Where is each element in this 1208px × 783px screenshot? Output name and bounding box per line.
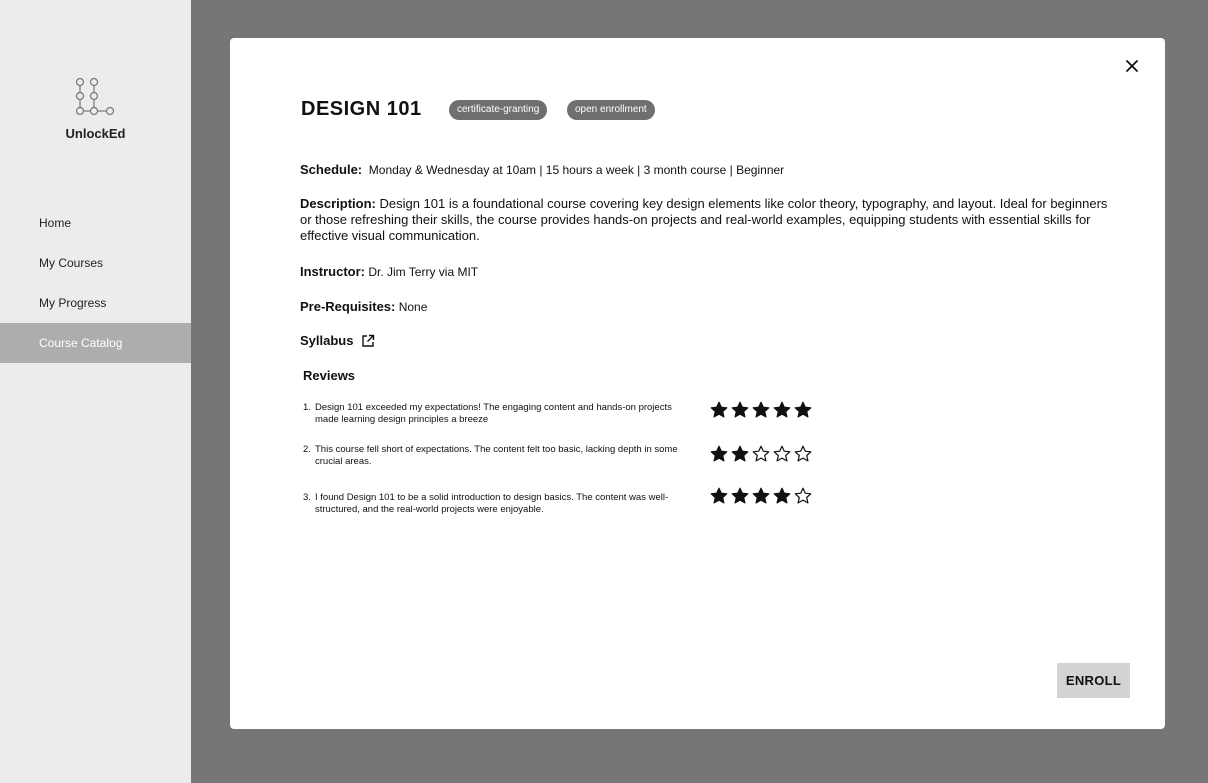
review-text: This course fell short of expectations. The content felt too basic, lacking depth in some crucial areas. [315,444,678,467]
star-filled-icon [773,487,791,505]
enroll-button[interactable]: ENROLL [1057,663,1130,698]
prerequisites-value: None [398,300,428,314]
review-number: 2. [303,444,311,455]
schedule-value: Monday & Wednesday at 10am | 15 hours a week | 3 month course | Beginner [368,163,785,177]
star-filled-icon [731,401,749,419]
star-filled-icon [752,487,770,505]
tag-open-enrollment: open enrollment [567,100,655,120]
star-filled-icon [773,401,791,419]
star-outline-icon [773,445,791,463]
description-label: Description: [300,196,376,211]
review-item [303,402,683,426]
review-number: 3. [303,492,311,503]
instructor-row [300,264,478,279]
review-rating [710,401,812,419]
tag-certificate-granting: certificate-granting [449,100,547,120]
review-item [303,444,683,468]
close-button[interactable] [1123,57,1141,75]
star-filled-icon [752,401,770,419]
sidebar-item-home[interactable]: Home [39,216,72,230]
star-filled-icon [710,445,728,463]
schedule-row [300,162,784,177]
instructor-label: Instructor: [300,264,365,279]
instructor-value: Dr. Jim Terry via MIT [368,265,479,279]
schedule-label: Schedule: [300,162,363,177]
review-text: Design 101 exceeded my expectations! The engaging content and hands-on projects made learning design principles a breeze [315,402,672,425]
logo[interactable] [0,76,191,141]
syllabus-link[interactable] [300,333,375,348]
prerequisites-row [300,299,427,314]
review-text: I found Design 101 to be a solid introduction to design basics. The content was well-structured, and the real-world projects were enjoyable. [315,492,669,515]
reviews-heading: Reviews [303,368,356,383]
review-item [303,492,683,516]
star-outline-icon [794,487,812,505]
star-filled-icon [794,401,812,419]
star-outline-icon [794,445,812,463]
review-number: 1. [303,402,311,413]
sidebar [0,0,191,783]
logo-icon [74,76,118,118]
syllabus-label: Syllabus [300,333,354,348]
star-filled-icon [731,445,749,463]
app-name: UnlockEd [65,126,126,141]
sidebar-item-my-courses[interactable]: My Courses [39,256,104,270]
star-filled-icon [731,487,749,505]
description-value: Design 101 is a foundational course covering key design elements like color theory, typography, and layout. Ideal for beginners or those refreshing their skills, the course provides hands-on projects and real-world examples, equipping students with essential skills for effective visual communication. [300,196,1108,243]
sidebar-item-course-catalog[interactable]: Course Catalog [0,323,191,363]
star-filled-icon [710,487,728,505]
course-detail-modal [230,38,1165,729]
review-rating [710,487,812,505]
review-rating [710,445,812,463]
description-row [300,196,1120,244]
external-link-icon [361,334,375,348]
sidebar-nav [0,203,191,363]
star-filled-icon [710,401,728,419]
sidebar-item-my-progress[interactable]: My Progress [39,296,107,310]
star-outline-icon [752,445,770,463]
prerequisites-label: Pre-Requisites: [300,299,396,314]
course-title: DESIGN 101 [301,98,422,120]
close-icon [1123,57,1141,75]
